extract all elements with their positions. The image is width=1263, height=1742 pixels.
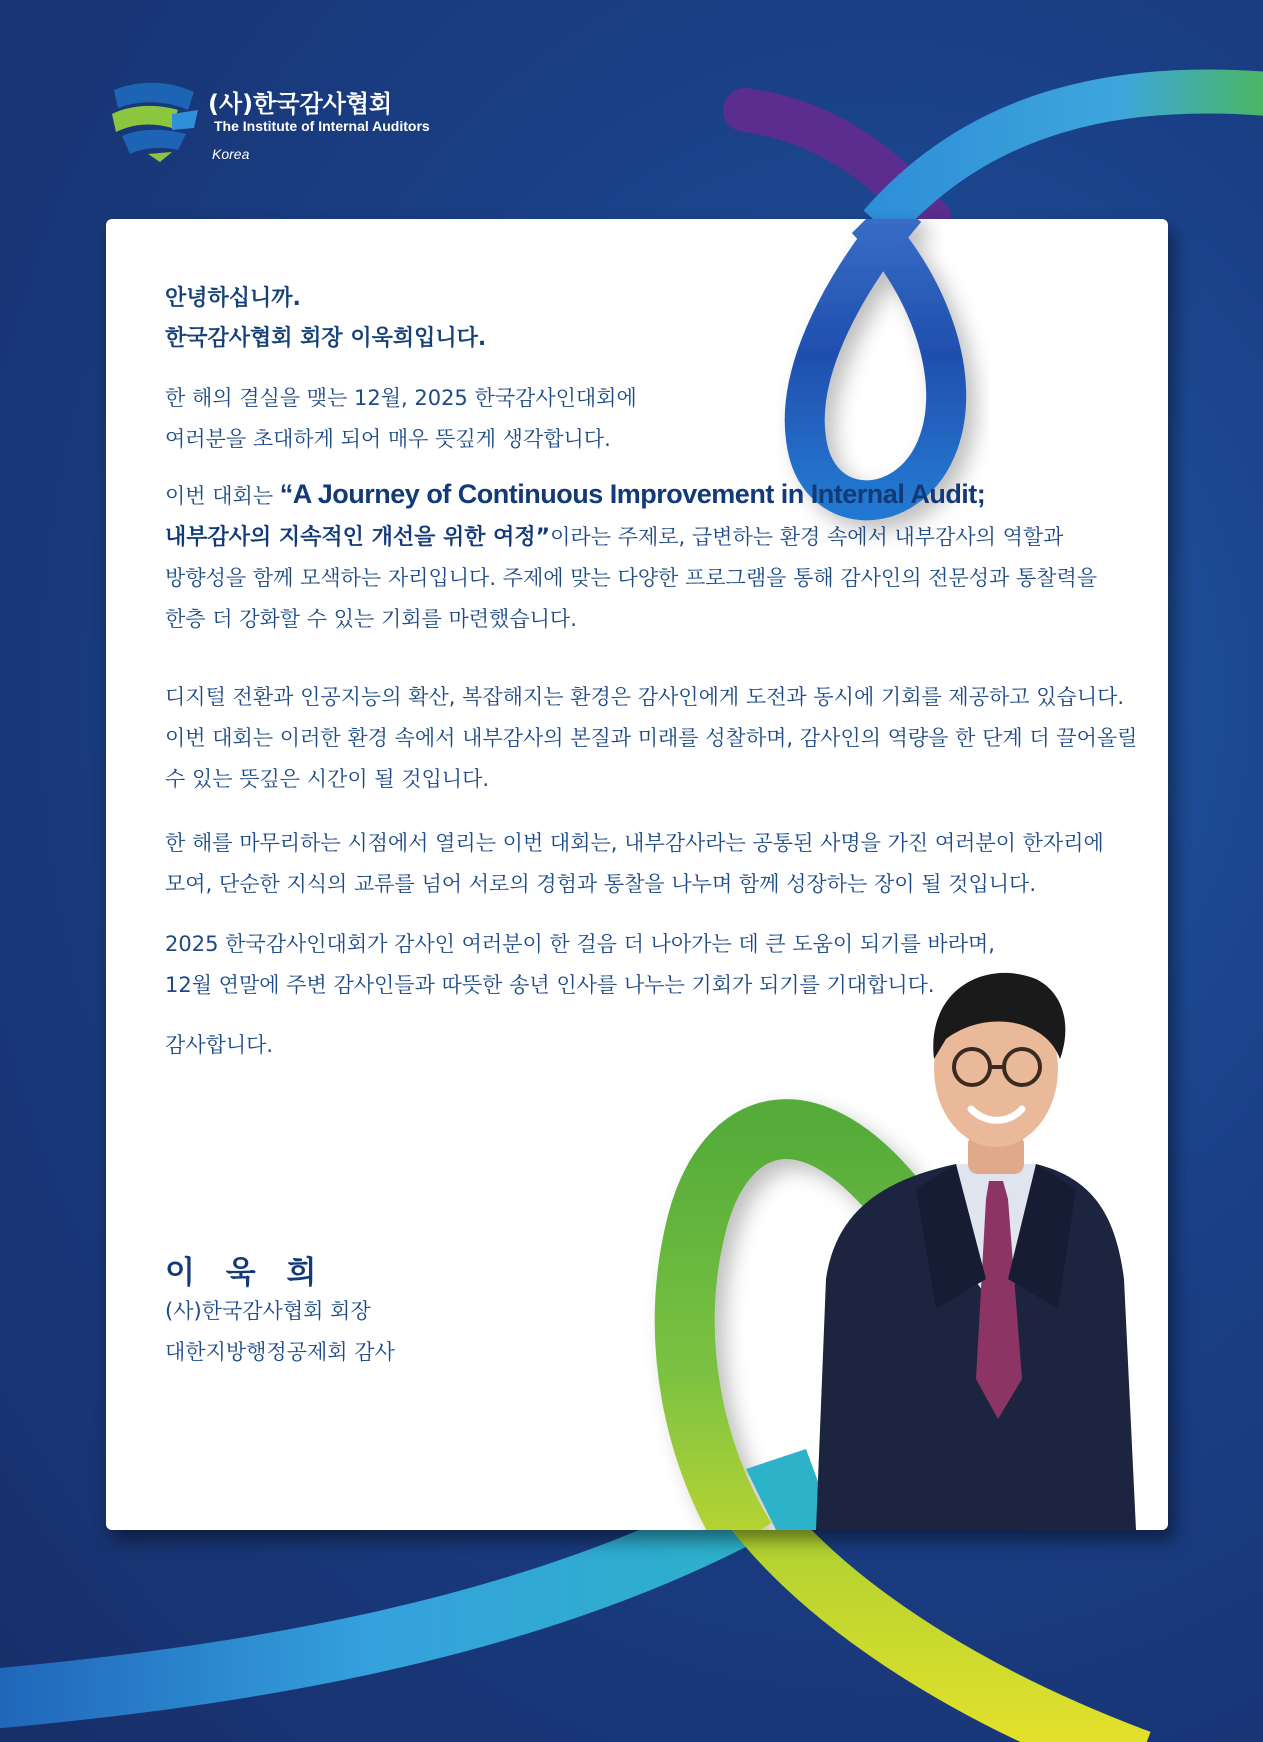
text-line: 모여, 단순한 지식의 교류를 넘어 서로의 경험과 통찰을 나누며 함께 성장하는 장이 될 것입니다. — [165, 872, 1036, 896]
text-line: 방향성을 함께 모색하는 자리입니다. 주제에 맞는 다양한 프로그램을 통해 감사인의 전문성과 통찰력을 — [165, 566, 1098, 590]
theme-title-ko: 내부감사의 지속적인 개선을 위한 여정” — [165, 525, 551, 550]
text-line: 여러분을 초대하게 되어 매우 뜻깊게 생각합니다. — [165, 427, 611, 451]
paragraph-3 — [165, 677, 1138, 800]
signature-role-2: 대한지방행정공제회 감사 — [165, 1340, 395, 1364]
greeting-line: 한국감사협회 회장 이욱희입니다. — [165, 326, 487, 351]
logo-country: Korea — [212, 146, 250, 162]
greeting — [165, 279, 1125, 359]
theme-title-en: “A Journey of Continuous Improvement in Internal Audit; — [279, 479, 986, 509]
text-line: 한층 더 강화할 수 있는 기회를 마련했습니다. — [165, 607, 577, 631]
theme-lead: 이번 대회는 — [165, 484, 280, 508]
signature-role-1: (사)한국감사협회 회장 — [165, 1299, 371, 1323]
closing-line: 감사합니다. — [165, 1033, 274, 1057]
logo-name-en: The Institute of Internal Auditors — [214, 118, 430, 134]
chairman-portrait-icon — [786, 949, 1146, 1530]
text-line: 2025 한국감사인대회가 감사인 여러분이 한 걸음 더 나아가는 데 큰 도움이 되기를 바라며, — [165, 932, 995, 956]
logo-name-ko: (사)한국감사협회 — [208, 90, 393, 118]
text-line: 이번 대회는 이러한 환경 속에서 내부감사의 본질과 미래를 성찰하며, 감사인의 역량을 한 단계 더 끌어올릴 — [165, 726, 1138, 750]
text-line — [165, 517, 1125, 558]
iia-korea-logo — [108, 80, 528, 170]
text-line — [165, 474, 1125, 517]
text-line: 수 있는 뜻깊은 시간이 될 것입니다. — [165, 767, 490, 791]
text-line: 한 해의 결실을 맺는 12월, 2025 한국감사인대회에 — [165, 386, 637, 410]
signature-name: 이 욱 희 — [165, 1255, 327, 1291]
paragraph-1 — [165, 378, 1125, 460]
text-line: 12월 연말에 주변 감사인들과 따뜻한 송년 인사를 나누는 기회가 되기를 기대합니다. — [165, 973, 935, 997]
text-line: 디지털 전환과 인공지능의 확산, 복잡해지는 환경은 감사인에게 도전과 동시에 기회를 제공하고 있습니다. — [165, 685, 1125, 709]
greeting-line: 안녕하십니까. — [165, 286, 301, 311]
iia-globe-logo-icon — [108, 80, 200, 162]
letter-card — [106, 219, 1168, 1530]
paragraph-4 — [165, 823, 1125, 905]
bottom-ribbon-blue — [0, 1500, 770, 1700]
text-line: 한 해를 마무리하는 시점에서 열리는 이번 대회는, 내부감사라는 공통된 사명을 가진 여러분이 한자리에 — [165, 831, 1104, 855]
paragraph-2 — [165, 474, 1125, 640]
theme-rest: 이라는 주제로, 급변하는 환경 속에서 내부감사의 역할과 — [550, 525, 1064, 549]
